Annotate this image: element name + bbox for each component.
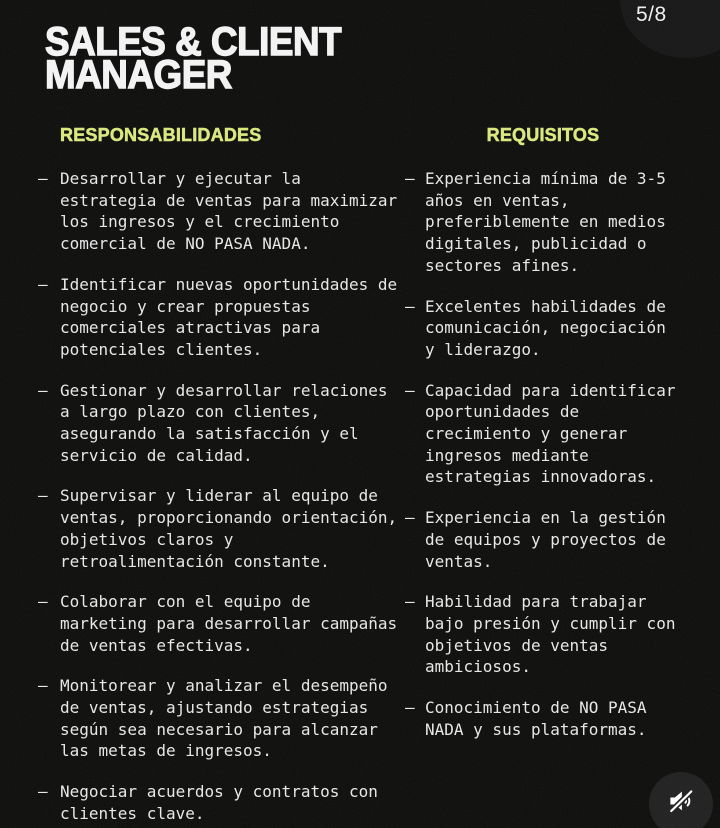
list-item-text: Excelentes habilidades de comunicación, negociación y liderazgo. <box>425 296 666 359</box>
bullet-dash: – <box>405 296 415 316</box>
list-item <box>38 380 400 467</box>
list-item <box>405 168 681 277</box>
list-item <box>405 507 681 572</box>
bullet-dash: – <box>405 169 415 188</box>
page-counter-badge <box>620 0 720 58</box>
bullet-dash: – <box>38 486 48 506</box>
list-item-text: Habilidad para trabajar bajo presión y cumplir con objetivos de ventas ambiciosos. <box>425 592 676 677</box>
page-title-line1: SALES & CLIENT <box>45 20 342 64</box>
bullet-dash: – <box>405 508 415 528</box>
list-item-text: Conocimiento de NO PASA NADA y sus plataformas. <box>425 698 647 739</box>
list-item <box>405 697 681 740</box>
responsibilities-heading: RESPONSABILIDADES <box>60 125 262 145</box>
list-item <box>38 274 400 361</box>
bullet-dash: – <box>405 698 415 718</box>
list-item <box>38 485 400 572</box>
list-item-text: Experiencia mínima de 3-5 años en ventas, preferiblemente en medios digitales, publicidad o sectores afines. <box>425 169 666 275</box>
list-item-text: Capacidad para identificar oportunidades de crecimiento y generar ingresos mediante estrategias innovadoras. <box>425 380 676 487</box>
list-item-text: Colaborar con el equipo de marketing para desarrollar campañas de ventas efectivas. <box>60 592 398 655</box>
bullet-dash: – <box>405 380 415 400</box>
bullet-dash: – <box>405 592 415 612</box>
list-item <box>405 296 681 361</box>
list-item-text: Gestionar y desarrollar relaciones a largo plazo con clientes, asegurando la satisfacción y el servicio de calidad. <box>60 380 388 465</box>
list-item <box>405 380 681 489</box>
mute-button[interactable] <box>649 772 713 828</box>
bullet-dash: – <box>38 676 48 696</box>
bullet-dash: – <box>38 169 48 188</box>
column-responsibilities <box>38 125 400 828</box>
bullet-dash: – <box>38 782 48 802</box>
list-item-text: Monitorear y analizar el desempeño de ventas, ajustando estrategias según sea necesario para alcanzar las metas de ingresos. <box>60 676 388 761</box>
requirements-heading: REQUISITOS <box>486 125 600 145</box>
responsibilities-list <box>38 168 400 825</box>
list-item-text: Supervisar y liderar al equipo de ventas, proporcionando orientación, objetivos claros y retroalimentación constante. <box>60 486 398 571</box>
page-counter: 5/8 <box>636 3 667 26</box>
page-title <box>45 20 342 97</box>
list-item <box>38 781 400 824</box>
list-item-text: Negociar acuerdos y contratos con clientes clave. <box>60 782 378 823</box>
list-item <box>38 168 400 255</box>
page-title-line2: MANAGER <box>45 53 232 97</box>
bullet-dash: – <box>38 380 48 400</box>
requirements-list <box>405 168 681 740</box>
muted-speaker-icon <box>666 786 696 816</box>
list-item <box>38 675 400 762</box>
list-item <box>38 591 400 656</box>
list-item-text: Desarrollar y ejecutar la estrategia de ventas para maximizar los ingresos y el crecimiento comercial de NO PASA NADA. <box>60 169 398 254</box>
list-item-text: Experiencia en la gestión de equipos y proyectos de ventas. <box>425 508 666 571</box>
column-requirements <box>405 125 681 759</box>
bullet-dash: – <box>38 274 48 294</box>
bullet-dash: – <box>38 592 48 612</box>
list-item <box>405 591 681 678</box>
list-item-text: Identificar nuevas oportunidades de negocio y crear propuestas comerciales atractivas para potenciales clientes. <box>60 274 398 359</box>
